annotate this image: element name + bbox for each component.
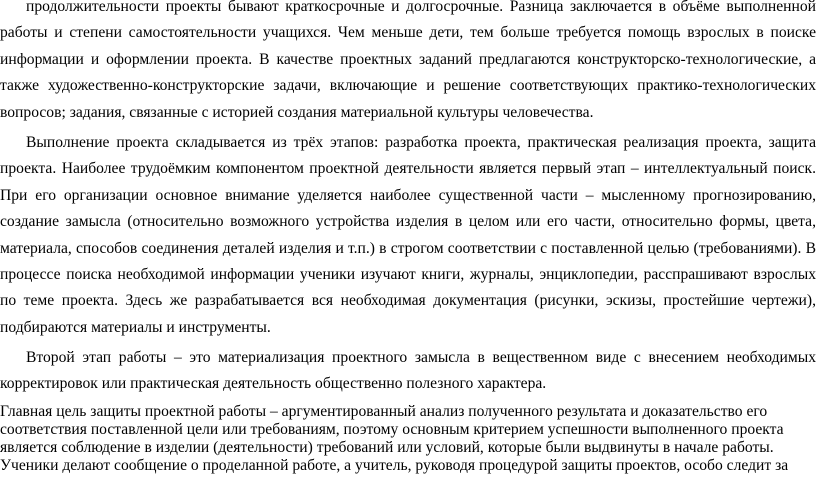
paragraph-project-stages: Выполнение проекта складывается из трёх этапов: разработка проекта, практическая реализация проекта, защита проекта. Наиболее трудоёмким компонентом проектной деятельности является первый этап – интеллектуальный поиск. При его организации основное внимание уделяется наиболее существенной части – мысленному прогнозированию, создание замысла (относительно возможного устройства изделия в целом или его части, относительно формы, цвета, материала, способов соединения деталей изделия и т.п.) в строгом соответствии с поставленной целью (требованиями). В процессе поиска необходимой информации ученики изучают книги, журналы, энциклопедии, расспрашивают взрослых по теме проекта. Здесь же разрабатывается вся необходимая документация (рисунки, эскизы, простейшие чертежи), подбираются материалы и инструменты. bbox=[0, 134, 816, 336]
paragraph-second-stage: Второй этап работы – это материализация проектного замысла в вещественном виде с внесением необходимых корректировок или практическая деятельность общественно полезного характера. bbox=[0, 349, 816, 393]
paragraph-project-duration: продолжительности проекты бывают краткосрочные и долгосрочные. Разница заключается в объёме выполненной работы и степени самостоятельности учащихся. Чем меньше дети, тем больше требуется помощь взрослых в поиске информации и оформлении проекта. В качестве проектных заданий предлагаются конструкторско-технологические, а также художественно-конструкторские задачи, включающие и решение соответствующих практико-технологических вопросов; задания, связанные с историей создания материальной культуры человечества. bbox=[0, 0, 816, 121]
paragraph-project-defense: Главная цель защиты проектной работы – аргументированный анализ полученного результата и доказательство его соответствия поставленной цели или требованиям, поэтому основным критерием успешности выполненного проекта является соблюдение в изделии (деятельности) требований или условий, которые были выдвинуты в начале работы. Ученики делают сообщение о проделанной работе, а учитель, руководя процедурой защиты проектов, особо следит за bbox=[0, 403, 789, 474]
